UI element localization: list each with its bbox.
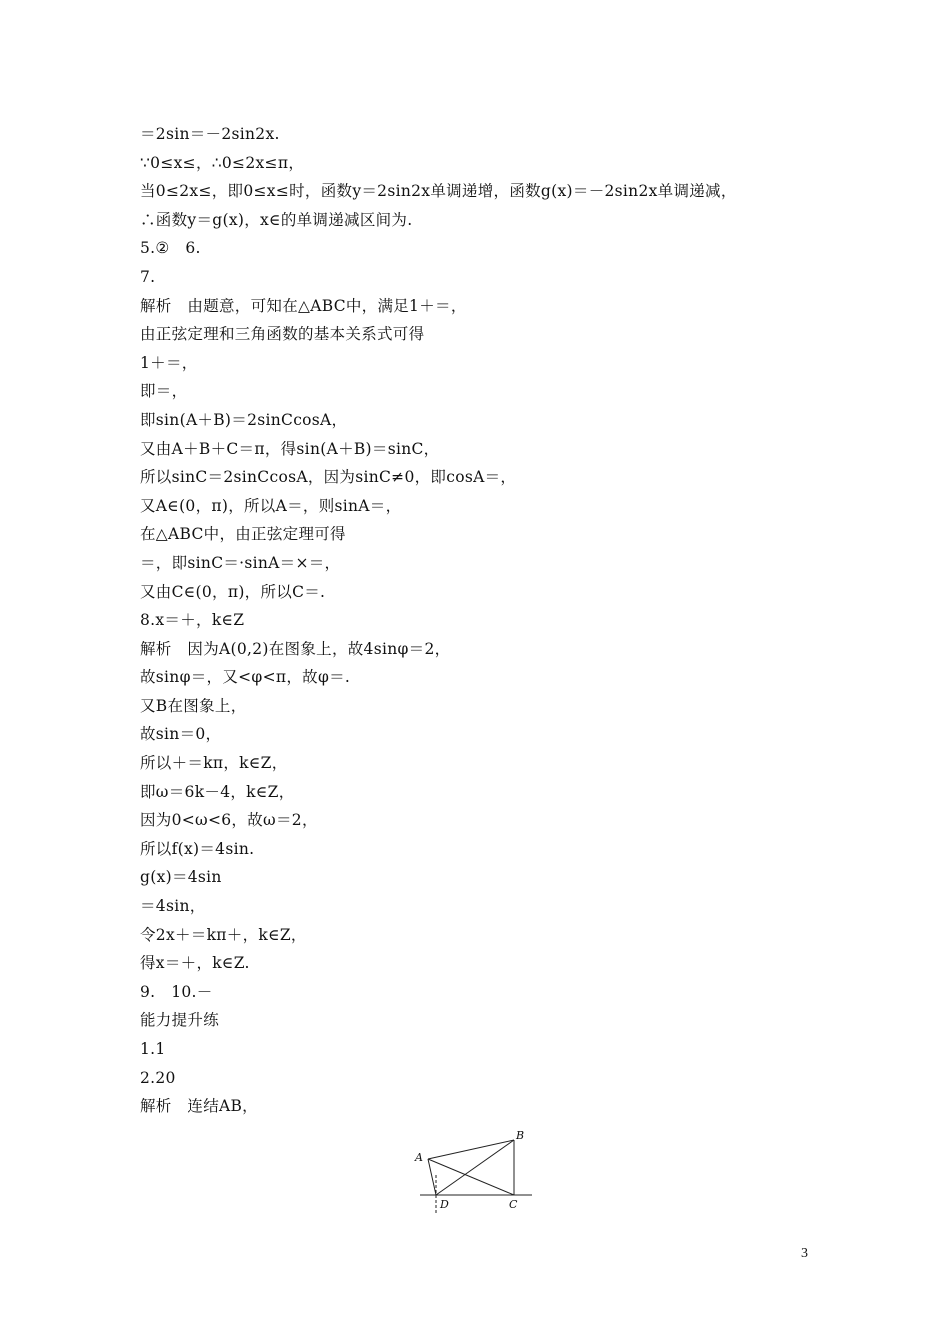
text-line: 得x＝＋，k∈Z. [140, 954, 250, 973]
text-line: 即＝， [140, 382, 188, 401]
text-line: 1＋＝， [140, 353, 198, 372]
text-line: 当0≤2x≤，即0≤x≤时，函数y＝2sin2x单调递增，函数g(x)＝－2sin2x单调递减， [140, 182, 737, 201]
point-label-d: D [440, 1198, 449, 1211]
text-line: 又由A＋B＋C＝π，得sin(A＋B)＝sinC， [140, 439, 440, 458]
text-line: ＝4sin， [140, 897, 206, 916]
text-line: ＝，即sinC＝·sinA＝×＝， [140, 553, 341, 572]
text-line: 故sinφ＝，又<φ<π，故φ＝. [140, 668, 351, 687]
text-line: 解析 连结AB， [140, 1097, 258, 1116]
text-line: ∵0≤x≤，∴0≤2x≤π， [140, 153, 305, 172]
page-number: 3 [801, 1246, 808, 1261]
text-line: ∴函数y＝g(x)，x∈的单调递减区间为. [140, 210, 413, 229]
text-line: 5.② 6. [140, 239, 201, 258]
text-line: 在△ABC中，由正弦定理可得 [140, 525, 346, 544]
section-heading: 能力提升练 [140, 1011, 220, 1030]
segment-ac [428, 1159, 514, 1195]
text-line: 7. [140, 267, 156, 286]
text-line: 所以＋＝kπ，k∈Z， [140, 754, 288, 773]
text-line: 即ω＝6k－4，k∈Z， [140, 782, 295, 801]
text-line: 1.1 [140, 1040, 166, 1058]
point-label-a: A [415, 1151, 423, 1164]
geometry-diagram [408, 1125, 538, 1215]
text-line: 由正弦定理和三角函数的基本关系式可得 [140, 325, 425, 344]
text-line: 又B在图象上， [140, 696, 247, 715]
geometry-figure [408, 1125, 538, 1215]
text-line: 8.x＝＋，k∈Z [140, 611, 245, 630]
text-line: 解析 由题意，可知在△ABC中，满足1＋＝， [140, 296, 467, 315]
text-line: 所以f(x)＝4sin. [140, 839, 255, 858]
text-line: 9. 10.－ [140, 982, 213, 1001]
point-label-c: C [509, 1198, 518, 1211]
segment-ad [428, 1159, 436, 1195]
text-line: 令2x＋＝kπ＋，k∈Z， [140, 925, 307, 944]
text-line: 即sin(A＋B)＝2sinCcosA， [140, 410, 348, 429]
text-line: 又A∈(0，π)，所以A＝，则sinA＝， [140, 496, 402, 515]
text-line: 解析 因为A(0,2)在图象上，故4sinφ＝2， [140, 639, 451, 658]
text-line: 2.20 [140, 1068, 176, 1087]
text-line: g(x)＝4sin [140, 868, 222, 887]
text-line: 又由C∈(0，π)，所以C＝. [140, 582, 326, 601]
point-label-b: B [516, 1129, 525, 1142]
text-line: 故sin＝0， [140, 725, 222, 744]
text-line: 因为0<ω<6，故ω＝2， [140, 811, 318, 830]
text-line: ＝2sin＝－2sin2x. [140, 125, 280, 143]
text-line: 所以sinC＝2sinCcosA，因为sinC≠0，即cosA＝， [140, 468, 517, 487]
solution-text [140, 120, 820, 1121]
